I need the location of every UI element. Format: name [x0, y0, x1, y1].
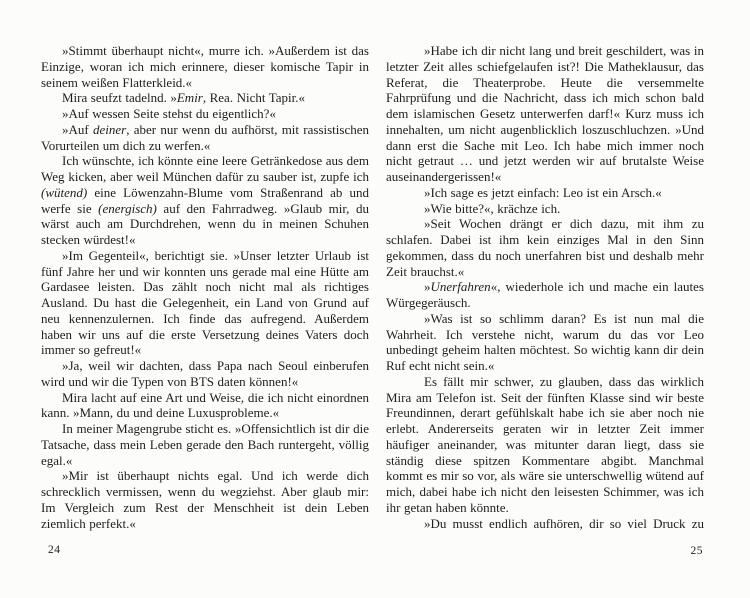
book-page-left — [41, 43, 369, 531]
paragraph — [41, 421, 369, 468]
text-run: »Seit Wochen drängt er dich dazu, mit ihm zu schlafen. Dabei ist ihm kein einziges Mal in den Sinn gekommen, dass du noch unerfahren bist und deshalb mehr Zeit brauchst.« — [386, 216, 704, 279]
text-run: »Auf wessen Seite stehst du eigentlich?« — [62, 106, 276, 121]
italic-text-run: Unerfahren — [430, 279, 491, 295]
text-run: » — [424, 279, 431, 295]
text-run: eine Löwenzahn-Blume vom Straßenrand ab und werfe sie — [41, 184, 369, 216]
paragraph — [41, 106, 369, 122]
text-run: »Mir ist überhaupt nichts egal. Und ich werde dich schrecklich vermissen, wenn du wegziehst. Aber glaub mir: Im Vergleich zum Rest der Menschheit ist dein Leben ziemlich perfekt.« — [41, 468, 369, 531]
paragraph — [41, 358, 369, 390]
paragraph — [41, 390, 369, 422]
text-run: Mira seufzt tadelnd. » — [62, 90, 177, 106]
paragraph — [41, 43, 369, 90]
italic-text-run: (wütend) — [41, 184, 88, 200]
paragraph — [386, 311, 704, 374]
text-run: , aber nur wenn du aufhörst, mit rassistischen Vorurteilen um dich zu werfen.« — [41, 121, 369, 153]
text-run: »Stimmt überhaupt nicht«, murre ich. »Außerdem ist das Einzige, woran ich mich erinnere, dieser komische Tapir in seinem weißen Flatterkleid.« — [41, 43, 369, 90]
text-run: auf den Fahrradweg. »Glaub mir, du wärst auch am Durchdrehen, wenn du in meinen Schuhen stecken würdest!« — [41, 200, 369, 247]
text-run: «, wiederhole ich und mache ein lautes Würgegeräusch. — [386, 279, 704, 310]
paragraph — [41, 468, 369, 531]
paragraph — [386, 201, 704, 217]
text-run: »Du musst endlich aufhören, dir so viel Druck zu — [424, 515, 704, 531]
italic-text-run: Emir — [176, 90, 203, 106]
text-run: »Habe ich dir nicht lang und breit geschildert, was in letzter Zeit alles schiefgelaufen ist?! Die Matheklausur, das Referat, die Theaterprobe. Heute die versemmelte Fahrprüfung und die Nachricht, dass ich mich schon bald dem islamischen Gesetz unterwerfen darf!« Kurz muss ich innehalten, um nicht augenblicklich loszuschluchzen. »Und dann erst die Sache mit Leo. Ich habe mich immer noch nicht getraut … und jetzt werden wir auf brutalste Weise auseinandergerissen!« — [386, 43, 704, 184]
paragraph — [386, 185, 704, 201]
text-run: In meiner Magengrube sticht es. »Offensichtlich ist dir die Tatsache, dass mein Leben gerade den Bach runtergeht, völlig egal.« — [41, 421, 369, 468]
paragraph — [386, 216, 704, 279]
text-run: »Im Gegenteil«, berichtigt sie. »Unser letzter Urlaub ist fünf Jahre her und wir konnten uns gerade mal eine Hütte am Gardasee leisten. Das zählt noch nicht mal als richtiges Ausland. Du hast die Gelegenheit, ein Land von Grund auf neu kennenzulernen. Ich finde das aufregend. Außerdem haben wir uns auf die erste Versetzung deines Vaters doch immer so gefreut!« — [41, 247, 369, 358]
text-run: »Ja, weil wir dachten, dass Papa nach Seoul einberufen wird und wir die Typen von BTS daten können!« — [41, 358, 369, 389]
text-run: »Was ist so schlimm daran? Es ist nun mal die Wahrheit. Ich verstehe nicht, warum du das vor Leo unbedingt geheim halten möchtest. So wichtig kann dir dein Ruf echt nicht sein.« — [386, 310, 704, 373]
paragraph — [41, 90, 369, 106]
text-run: Es fällt mir schwer, zu glauben, dass das wirklich Mira am Telefon ist. Seit der fünften Klasse sind wir beste Freundinnen, derart gefühlskalt habe ich sie aber noch nie erlebt. Andererseits geraten wir in letzter Zeit immer häufiger aneinander, was mitunter daran liegt, dass sie ständig diese spitzen Kommentare abgibt. Manchmal kommt es mir so vor, als wäre sie unterschwellig wütend auf mich, dabei habe ich nicht den leisesten Schimmer, was ich ihr getan haben könnte. — [386, 373, 704, 515]
text-run: Ich wünschte, ich könnte eine leere Getränkedose aus dem Weg kicken, aber weil München dafür zu sauber ist, zupfe ich — [41, 153, 369, 184]
text-run: »Auf — [62, 121, 93, 137]
paragraph — [41, 248, 369, 358]
paragraph — [41, 122, 369, 154]
paragraph — [41, 153, 369, 248]
paragraph — [386, 43, 704, 185]
text-run: »Ich sage es jetzt einfach: Leo ist ein Arsch.« — [424, 184, 662, 200]
paragraph — [386, 374, 704, 516]
text-run: »Wie bitte?«, krächze ich. — [424, 200, 561, 216]
italic-text-run: deiner — [92, 121, 127, 137]
book-page-right — [386, 43, 704, 531]
text-run: , Rea. Nicht Tapir.« — [202, 90, 306, 106]
paragraph — [386, 516, 704, 532]
page-number-right: 25 — [690, 545, 703, 557]
italic-text-run: (energisch) — [98, 200, 157, 216]
page-number-left: 24 — [48, 544, 61, 556]
paragraph — [386, 279, 704, 311]
text-run: Mira lacht auf eine Art und Weise, die ich nicht einordnen kann. »Mann, du und deine Luxusprobleme.« — [41, 389, 369, 421]
